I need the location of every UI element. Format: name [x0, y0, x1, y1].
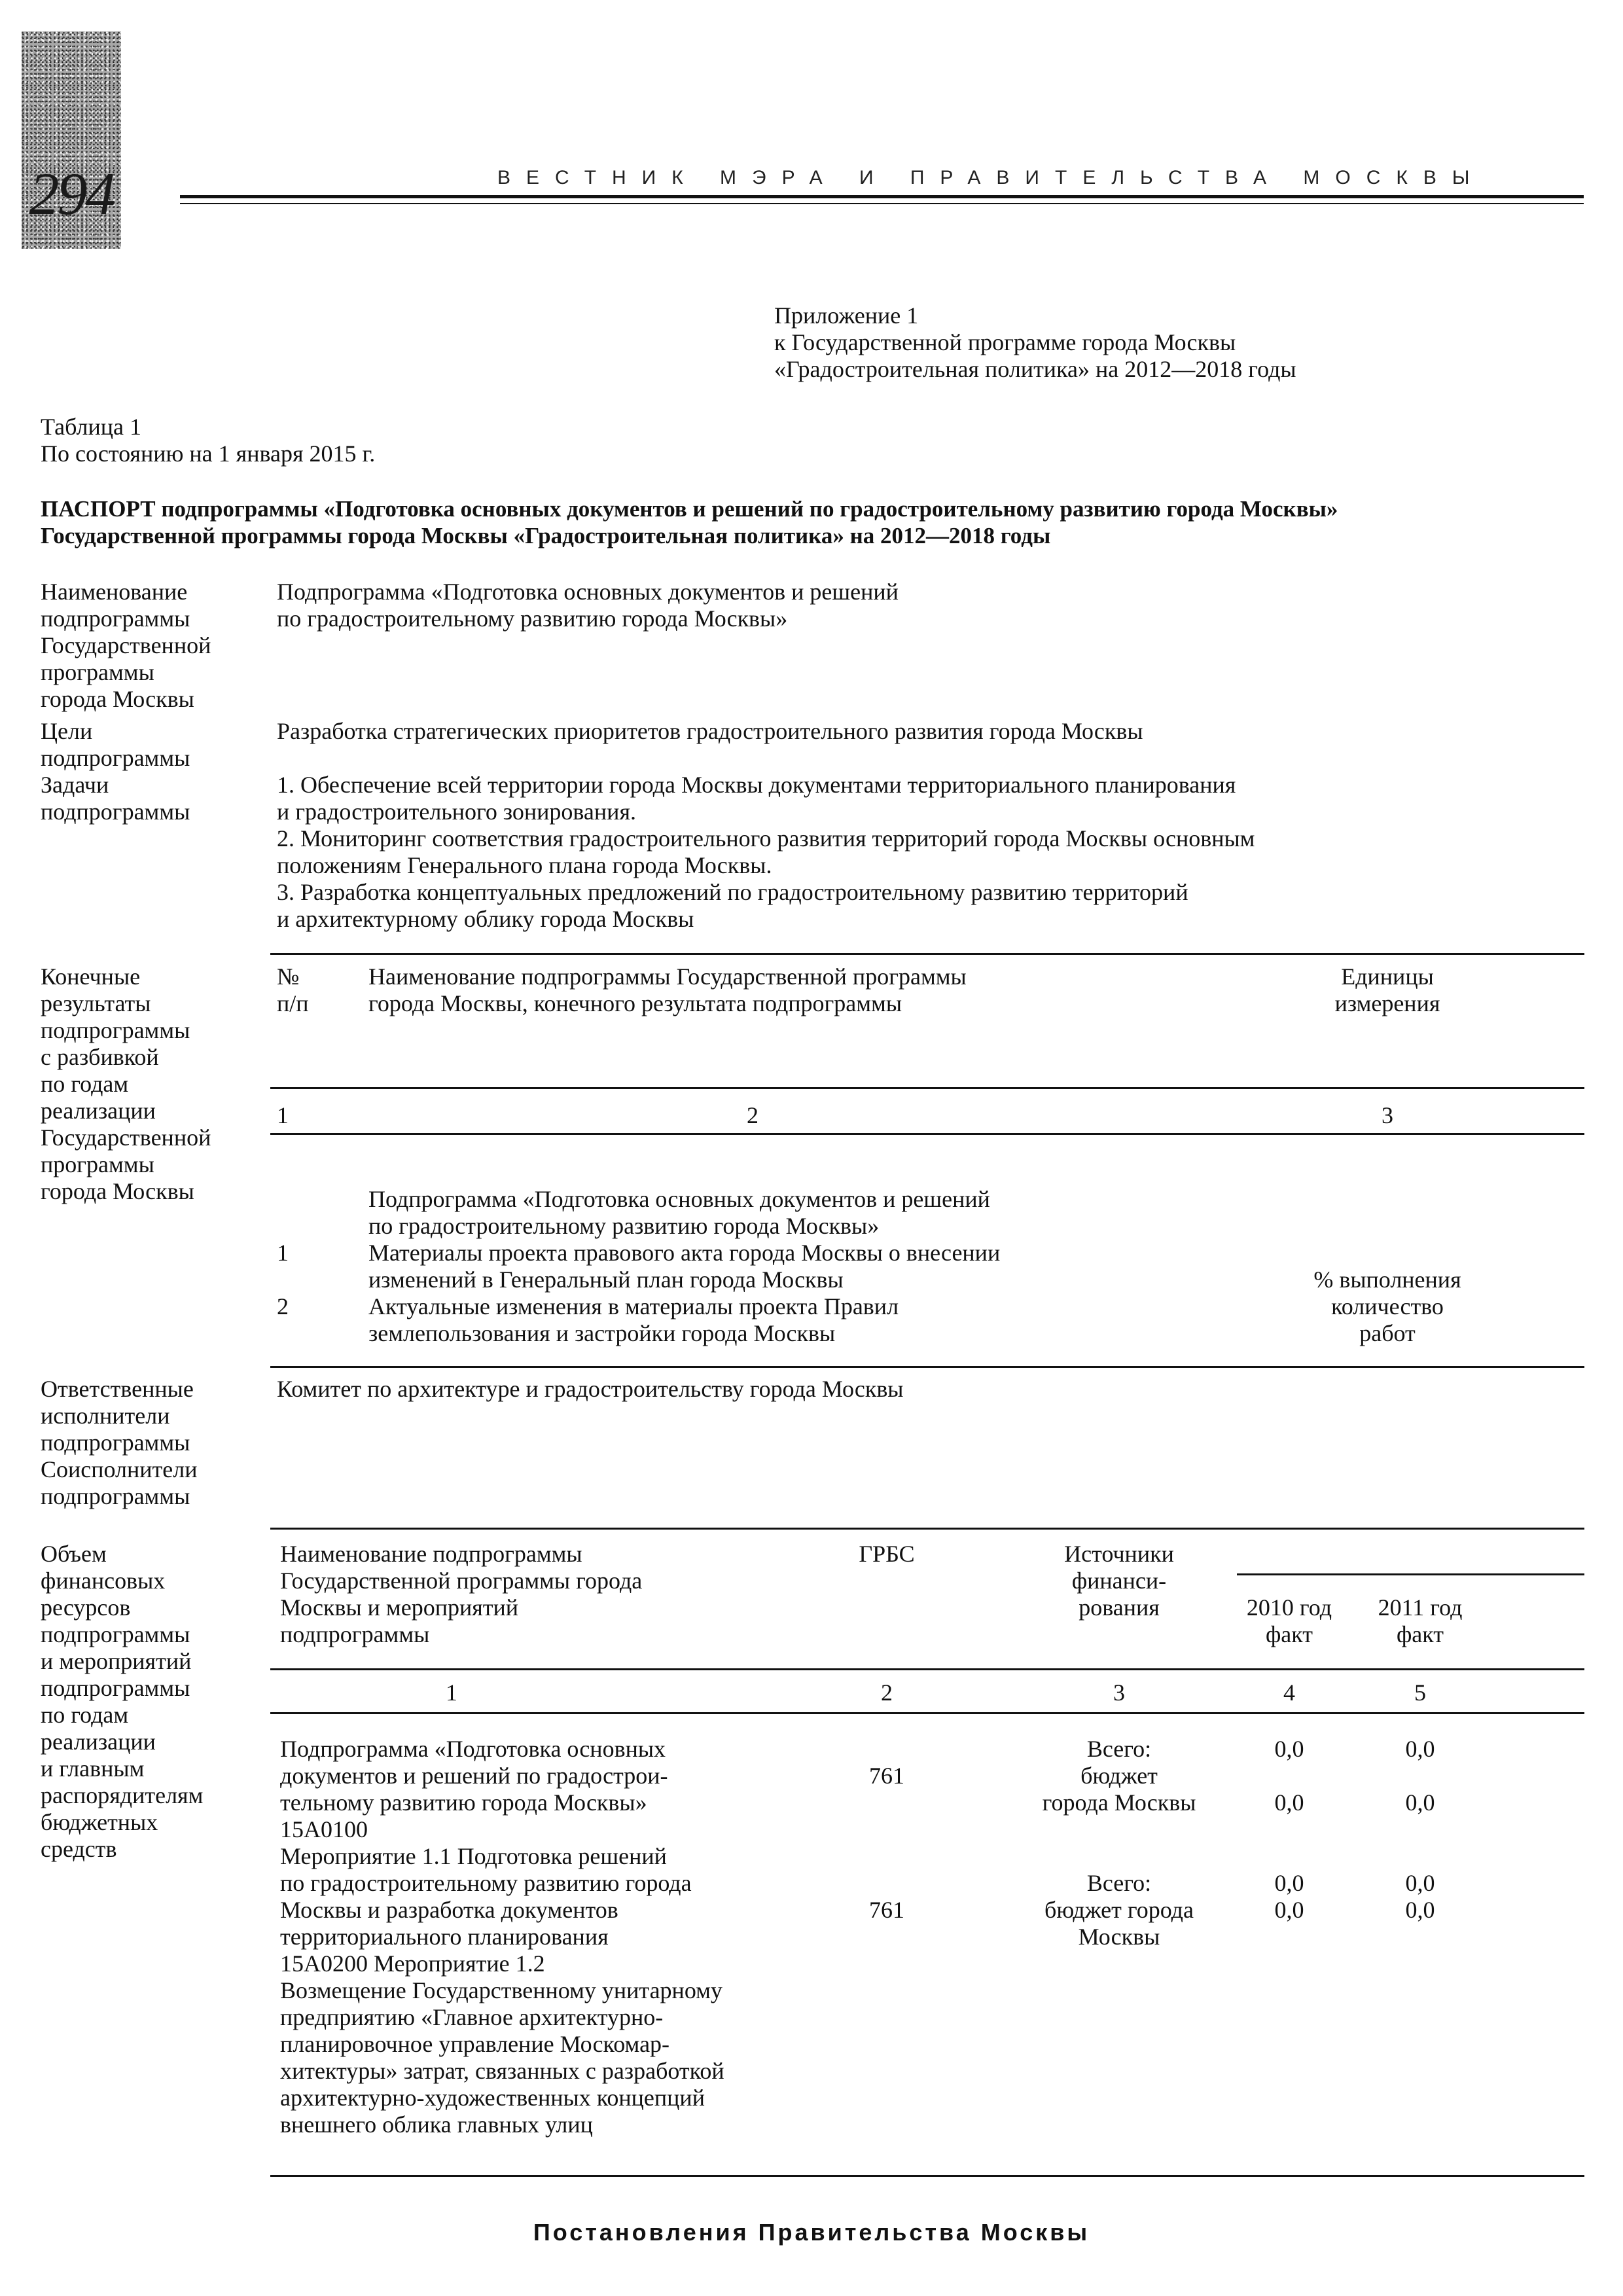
journal-title: ВЕСТНИК МЭРА И ПРАВИТЕЛЬСТВА МОСКВЫ: [497, 167, 1486, 188]
finance-idx-2: 2: [881, 1679, 893, 1706]
appendix-line-1: Приложение 1: [774, 302, 919, 329]
executors-value: Комитет по архитектуре и градостроительству города Москвы: [277, 1376, 904, 1402]
page-number-badge: [22, 31, 121, 249]
results-item-1-num: 1: [277, 1240, 289, 1266]
finance-activity-2011: 0,0 0,0: [1405, 1870, 1435, 1923]
executors-label: Ответственные исполнители подпрограммы Соисполнители подпрограммы: [41, 1376, 198, 1509]
finance-subprogram-2010: 0,0 0,0: [1274, 1736, 1304, 1816]
finance-rule-top: [270, 1528, 1584, 1530]
finance-subprogram-source: Всего: бюджет города Москвы: [1042, 1736, 1196, 1816]
finance-rule-bottom: [270, 2175, 1584, 2177]
finance-subprogram-name: Подпрограмма «Подготовка основных документов и решений по градострои- тельному развитию города Москвы» 15А0100: [280, 1736, 668, 1842]
as-of-date: По состоянию на 1 января 2015 г.: [41, 440, 376, 467]
results-item-1-text: Материалы проекта правового акта города Москвы о внесении изменений в Генеральный план города Москвы: [368, 1240, 1001, 1293]
results-rule-top: [270, 953, 1584, 955]
name-label: Наименование подпрограммы Государственной программы города Москвы: [41, 579, 211, 712]
results-unit-value: % выполнения количество работ: [1313, 1266, 1461, 1346]
finance-subprogram-2011: 0,0 0,0: [1405, 1736, 1435, 1816]
results-label: Конечные результаты подпрограммы с разбивкой по годам реализации Государственной программы города Москвы: [41, 963, 211, 1204]
tasks-value: 1. Обеспечение всей территории города Москвы документами территориального планирования и градостроительного зонирования. 2. Мониторинг соответствия градостроительного развития территорий города Москвы основным положениям Генерального плана города Москвы. 3. Разработка концептуальных предложений по градостроительному развитию территорий и архитектурному облику города Москвы: [277, 772, 1255, 932]
finance-activity-grbs: 761: [869, 1897, 904, 1923]
results-idx-1: 1: [277, 1102, 289, 1128]
finance-activity-source: Всего: бюджет города Москвы: [1044, 1870, 1194, 1950]
results-item-2-text: Актуальные изменения в материалы проекта Правил землепользования и застройки города Москвы: [368, 1293, 899, 1346]
finance-label: Объем финансовых ресурсов подпрограммы и мероприятий подпрограммы по годам реализации и главным распорядителям бюджетных средств: [41, 1541, 204, 1862]
finance-col-grbs: ГРБС: [859, 1541, 915, 1567]
passport-title-line-1: ПАСПОРТ подпрограммы «Подготовка основных документов и решений по градостроительному развитию города Москвы»: [41, 496, 1338, 522]
header-rule-thick: [180, 195, 1584, 198]
results-item-2-num: 2: [277, 1293, 289, 1319]
finance-col-source: Источники финанси- рования: [1064, 1541, 1174, 1621]
finance-rule-index: [270, 1712, 1584, 1714]
appendix-line-2: к Государственной программе города Москвы: [774, 329, 1236, 355]
tasks-label: Задачи подпрограммы: [41, 772, 190, 825]
finance-activity-2010: 0,0 0,0: [1274, 1870, 1304, 1923]
finance-col-name: Наименование подпрограммы Государственной программы города Москвы и мероприятий подпрограммы: [280, 1541, 643, 1647]
finance-year-rule: [1237, 1573, 1584, 1575]
passport-title-line-2: Государственной программы города Москвы «Градостроительная политика» на 2012—2018 годы: [41, 523, 1051, 548]
finance-rule-header: [270, 1668, 1584, 1670]
goals-value: Разработка стратегических приоритетов градостроительного развития города Москвы: [277, 718, 1143, 744]
results-col-num: № п/п: [277, 963, 309, 1016]
results-rule-bottom: [270, 1366, 1584, 1368]
goals-label: Цели подпрограммы: [41, 718, 190, 771]
finance-subprogram-grbs: 761: [869, 1763, 904, 1789]
results-col-unit: Единицы измерения: [1334, 963, 1440, 1016]
appendix-line-3: «Градостроительная политика» на 2012—2018 годы: [774, 356, 1296, 382]
results-idx-2: 2: [747, 1102, 758, 1128]
results-idx-3: 3: [1382, 1102, 1393, 1128]
finance-idx-4: 4: [1283, 1679, 1295, 1706]
finance-idx-5: 5: [1414, 1679, 1426, 1706]
finance-idx-3: 3: [1113, 1679, 1125, 1706]
results-col-name: Наименование подпрограммы Государственной программы города Москвы, конечного результата подпрограммы: [368, 963, 967, 1016]
header-rule-thin: [180, 203, 1584, 204]
finance-idx-1: 1: [446, 1679, 457, 1706]
page-number: 294: [29, 160, 114, 227]
footer-title: Постановления Правительства Москвы: [533, 2219, 1090, 2246]
results-subprogram: Подпрограмма «Подготовка основных документов и решений по градостроительному развитию города Москвы»: [368, 1186, 990, 1239]
finance-activity-name: Мероприятие 1.1 Подготовка решений по градостроительному развитию города Москвы и разработка документов территориального планирования 15А0200 Мероприятие 1.2 Возмещение Государственному унитарному предприятию «Главное архитектурно- планировочное управление Москомар- хитектуры» затрат, связанных с разработкой архитектурно-художественных концепций внешнего облика главных улиц: [280, 1843, 724, 2138]
name-value: Подпрограмма «Подготовка основных документов и решений по градостроительному развитию города Москвы»: [277, 579, 899, 632]
results-rule-header: [270, 1087, 1584, 1089]
finance-col-2010: 2010 год факт: [1246, 1594, 1332, 1647]
table-label: Таблица 1: [41, 414, 141, 440]
finance-col-2011: 2011 год факт: [1378, 1594, 1463, 1647]
results-rule-index: [270, 1133, 1584, 1135]
